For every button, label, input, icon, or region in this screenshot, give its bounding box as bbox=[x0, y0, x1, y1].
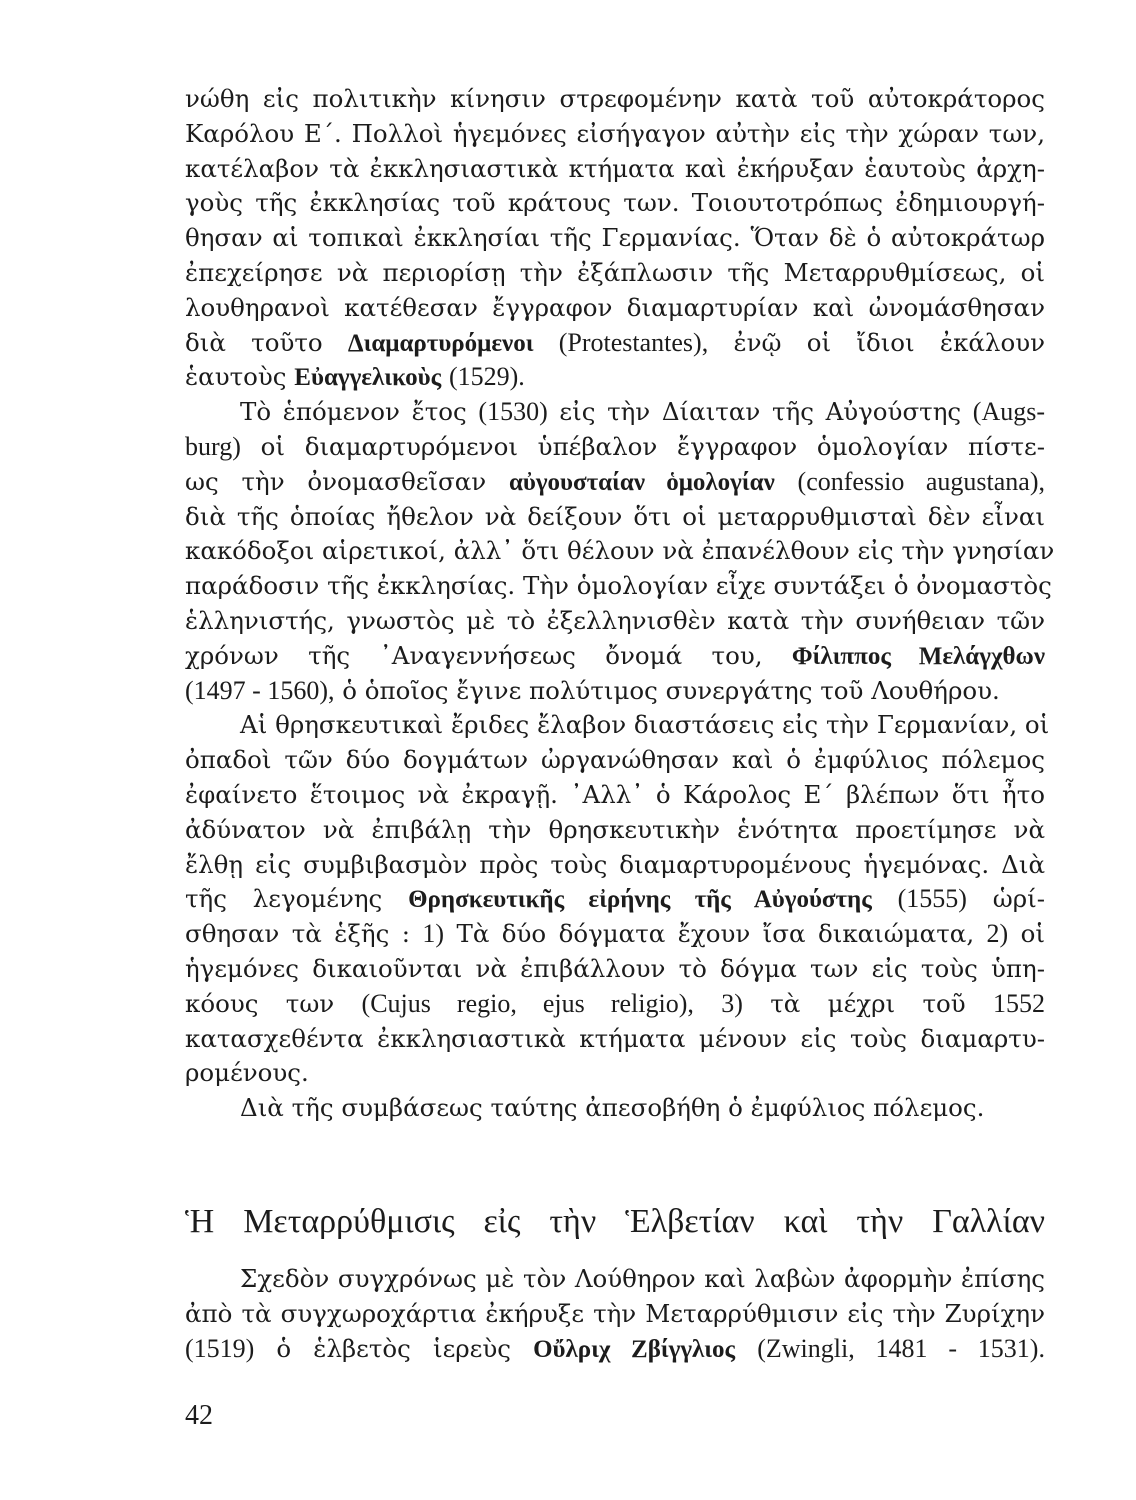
text-run: ἑαυτοὺς bbox=[185, 362, 295, 392]
text-line: παράδοσιν τῆς ἐκκλησίας. Τὴν ὁμολογίαν εἶχε συντάξει ὁ ὀνομαστὸς bbox=[185, 571, 1052, 601]
text-run: τὰ μέχρι τοῦ bbox=[742, 988, 993, 1018]
text-line: ἐφαίνετο ἕτοιμος νὰ ἐκραγῇ. ᾿Αλλ᾿ ὁ Κάρολος Ε΄ βλέπων ὅτι ἦτο bbox=[185, 779, 1045, 809]
text-run: σθησαν τὰ ἑξῆς : bbox=[185, 919, 423, 949]
latin-text: (1555) bbox=[897, 884, 967, 914]
text-run: κόους των bbox=[185, 988, 362, 1018]
latin-text: 3) bbox=[721, 988, 743, 1018]
latin-text: 1) bbox=[422, 919, 445, 949]
text-run: ὁ ὁποῖος ἔγινε πολύτιμος συνεργάτης τοῦ Λουθήρου. bbox=[334, 675, 1000, 705]
text-run: οἱ διαμαρτυρόμενοι ὑπέβαλον ἔγγραφον ὁμολογίαν πίστε- bbox=[240, 431, 1045, 461]
text-run bbox=[872, 884, 898, 913]
latin-text: (confessio augustana), bbox=[797, 466, 1045, 496]
paragraph-1 bbox=[185, 82, 1045, 395]
text-line: διὰ τῆς ὁποίας ἤθελον νὰ δείξουν ὅτι οἱ μεταρρυθμισταὶ δὲν εἶναι bbox=[185, 501, 1045, 531]
text-line: ἡγεμόνες δικαιοῦνται νὰ ἐπιβάλλουν τὸ δόγμα των εἰς τοὺς ὑπη- bbox=[185, 953, 1045, 983]
section-2-text bbox=[185, 1262, 1045, 1366]
text-run bbox=[441, 362, 449, 391]
text-line: ἀδύνατον νὰ ἐπιβάλῃ τὴν θρησκευτικὴν ἑνότητα προετίμησε νὰ bbox=[185, 814, 1045, 844]
text-line: ὀπαδοὶ τῶν δύο δογμάτων ὠργανώθησαν καὶ ὁ ἐμφύλιος πόλεμος bbox=[185, 745, 1045, 775]
page-number: 42 bbox=[185, 1400, 213, 1431]
paragraph-4 bbox=[185, 1091, 1045, 1126]
latin-text: 2) bbox=[986, 919, 1009, 949]
latin-text: 1552 bbox=[993, 988, 1045, 1018]
latin-text: (1529). bbox=[448, 362, 525, 392]
text-run: Τὰ δύο δόγματα ἔχουν ἴσα δικαιώματα, bbox=[444, 919, 987, 949]
latin-text: (Augs- bbox=[972, 397, 1046, 427]
text-run: χρόνων τῆς ᾿Αναγεννήσεως ὄνομά του, bbox=[185, 640, 792, 670]
text-run: εἰς τὴν Δίαιταν τῆς Αὐγούστης bbox=[547, 397, 973, 427]
text-run bbox=[533, 328, 558, 357]
text-line: ἐπεχείρησε νὰ περιορίσῃ τὴν ἐξάπλωσιν τῆς Μεταρρυθμίσεως, οἱ bbox=[185, 257, 1045, 287]
latin-text: (1497 - 1560), bbox=[185, 675, 335, 705]
latin-text: (1519) bbox=[185, 1333, 255, 1363]
bold-term: Οὔλριχ Ζβίγγλιος bbox=[533, 1335, 736, 1363]
text-run: τῆς λεγομένης bbox=[185, 884, 409, 914]
text-line: Αἱ θρησκευτικαὶ ἔριδες ἔλαβον διαστάσεις εἰς τὴν Γερμανίαν, οἱ bbox=[240, 710, 1050, 740]
text-run: ὁ ἑλβετὸς ἱερεὺς bbox=[254, 1333, 534, 1363]
text-line bbox=[185, 395, 1045, 430]
text-run: ἐνῷ οἱ ἴδιοι ἐκάλουν bbox=[708, 327, 1045, 357]
text-line: ἑλληνιστής, γνωστὸς μὲ τὸ ἐξελληνισθὲν κατὰ τὴν συνήθειαν τῶν bbox=[185, 605, 1045, 635]
text-line bbox=[185, 987, 1045, 1022]
paragraph-3 bbox=[185, 708, 1050, 1091]
latin-text: (1530) bbox=[478, 397, 548, 427]
text-line: νώθη εἰς πολιτικὴν κίνησιν στρεφομένην κατὰ τοῦ αὐτοκράτορος bbox=[185, 84, 1045, 113]
text-line: ἀπὸ τὰ συγχωροχάρτια ἐκήρυξε τὴν Μεταρρύθμισιν εἰς τὴν Ζυρίχην bbox=[185, 1298, 1045, 1328]
text-line bbox=[185, 430, 1045, 465]
bold-term: Θρησκευτικῆς εἰρήνης τῆς Αὐγούστης bbox=[408, 886, 872, 914]
text-line: Σχεδὸν συγχρόνως μὲ τὸν Λούθηρον καὶ λαβὼν ἀφορμὴν ἐπίσης bbox=[240, 1264, 1045, 1293]
text-line bbox=[185, 674, 1045, 709]
bold-term: Φίλιππος Μελάγχθων bbox=[791, 642, 1045, 670]
section-heading: Ἡ Μεταρρύθμισις εἰς τὴν Ἑλβετίαν καὶ τὴν Γαλλίαν bbox=[185, 1203, 1045, 1240]
text-line bbox=[185, 917, 1045, 952]
text-run: διὰ τοῦτο bbox=[185, 327, 348, 357]
text-run bbox=[775, 467, 798, 496]
text-run: οἱ bbox=[1008, 919, 1045, 949]
text-line bbox=[185, 882, 1045, 917]
bold-term: αὐγουσταίαν ὁμολογίαν bbox=[508, 468, 775, 496]
bold-term: Διαμαρτυρόμενοι bbox=[347, 329, 534, 357]
text-run: ως τὴν ὀνομασθεῖσαν bbox=[185, 466, 509, 496]
latin-text: (Protestantes), bbox=[558, 327, 709, 357]
text-line: κατέλαβον τὰ ἐκκλησιαστικὰ κτήματα καὶ ἐκήρυξαν ἑαυτοὺς ἀρχη- bbox=[185, 153, 1045, 183]
text-run: ὡρί- bbox=[966, 884, 1045, 914]
bold-term: Εὐαγγελικοὺς bbox=[294, 364, 442, 392]
text-line: Διὰ τῆς συμβάσεως ταύτης ἀπεσοβήθη ὁ ἐμφύλιος πόλεμος. bbox=[240, 1093, 985, 1123]
text-line bbox=[185, 326, 1045, 361]
text-run bbox=[735, 1334, 757, 1363]
text-line: κατασχεθέντα ἐκκλησιαστικὰ κτήματα μένουν εἰς τοὺς διαμαρτυ- bbox=[185, 1023, 1045, 1053]
latin-text: burg) bbox=[185, 431, 241, 461]
text-run bbox=[694, 989, 721, 1018]
main-text bbox=[185, 82, 1055, 1126]
text-line: ἔλθῃ εἰς συμβιβασμὸν πρὸς τοὺς διαμαρτυρομένους ἡγεμόνας. Διὰ bbox=[185, 849, 1045, 879]
latin-text: (Zwingli, 1481 - 1531). bbox=[757, 1333, 1045, 1363]
text-line: λουθηρανοὶ κατέθεσαν ἔγγραφον διαμαρτυρίαν καὶ ὠνομάσθησαν bbox=[185, 292, 1045, 322]
text-line: ρομένους. bbox=[185, 1058, 309, 1088]
latin-text: (Cujus regio, ejus religio), bbox=[361, 988, 694, 1018]
text-line bbox=[185, 465, 1045, 500]
text-line: θησαν αἱ τοπικαὶ ἐκκλησίαι τῆς Γερμανίας. Ὅταν δὲ ὁ αὐτοκράτωρ bbox=[185, 223, 1045, 253]
text-line: κακόδοξοι αἱρετικοί, ἀλλ᾿ ὅτι θέλουν νὰ ἐπανέλθουν εἰς τὴν γνησίαν bbox=[185, 536, 1055, 566]
text-line bbox=[185, 1332, 1045, 1367]
text-line: Καρόλου Ε΄. Πολλοὶ ἡγεμόνες εἰσήγαγον αὐτὴν εἰς τὴν χώραν των, bbox=[185, 118, 1045, 148]
text-run: Τὸ ἑπόμενον ἔτος bbox=[240, 397, 479, 427]
text-line bbox=[185, 360, 1045, 395]
text-line bbox=[185, 639, 1045, 674]
text-line: γοὺς τῆς ἐκκλησίας τοῦ κράτους των. Τοιουτοτρόπως ἐδημιουργή- bbox=[185, 188, 1045, 218]
paragraph-2 bbox=[185, 395, 1055, 708]
